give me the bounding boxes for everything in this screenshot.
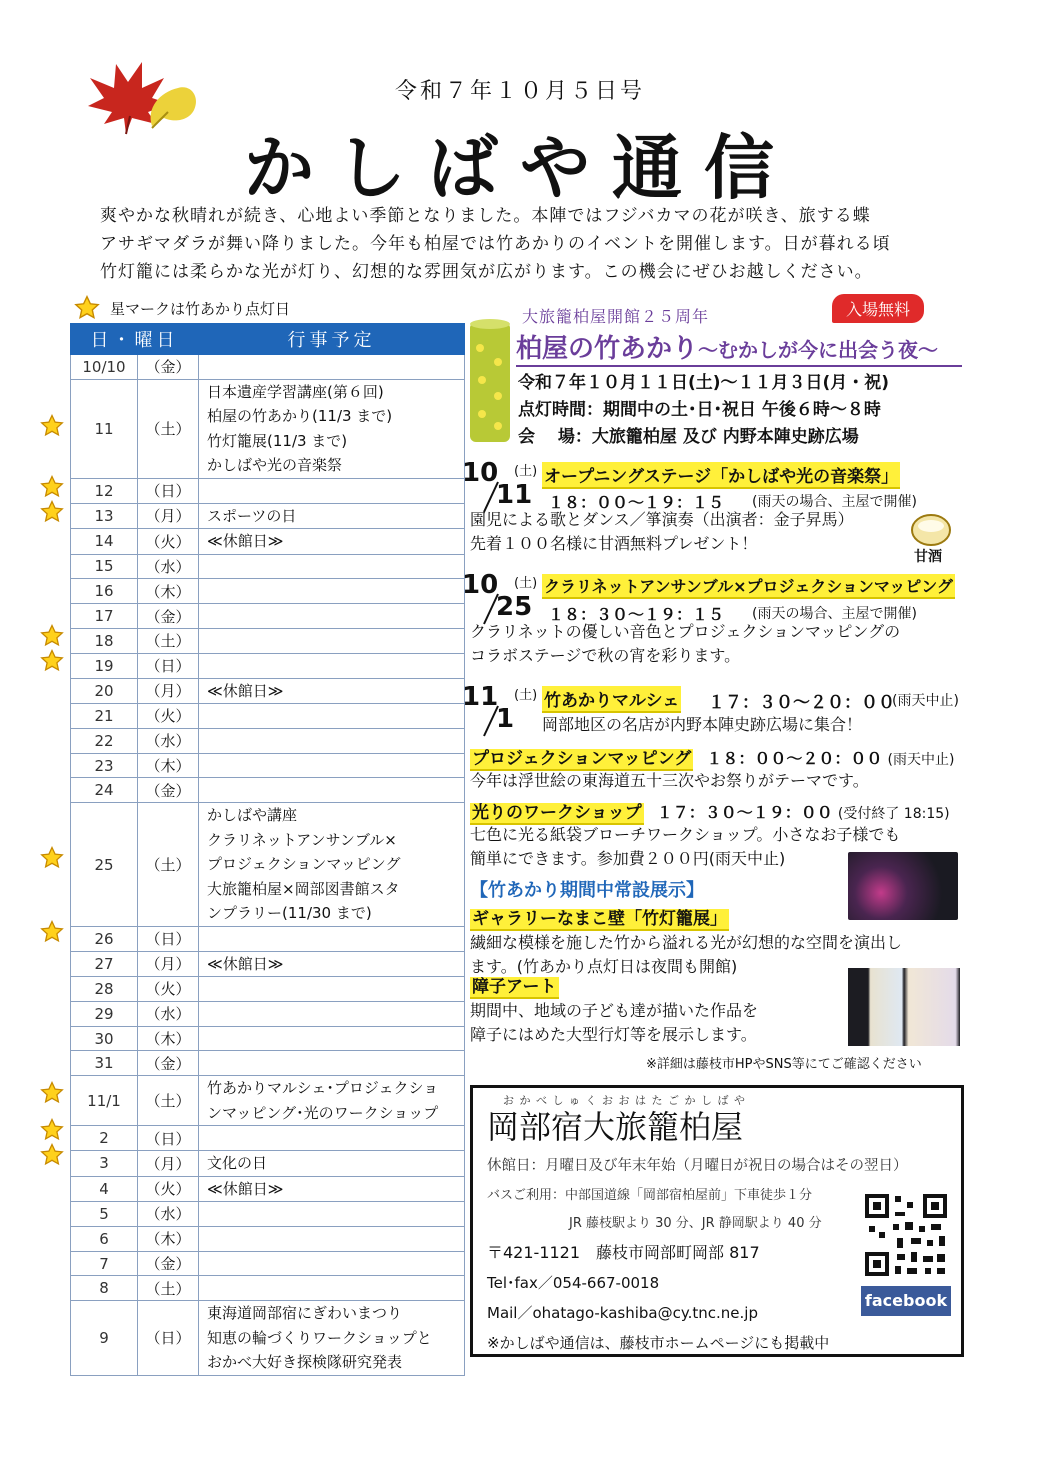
schedule-row <box>71 554 465 579</box>
program-note: (雨天中止) <box>892 693 959 709</box>
schedule-row <box>71 1202 465 1227</box>
program-title: 竹あかりマルシェ <box>542 686 681 713</box>
schedule-row <box>71 678 465 704</box>
exhibit-desc: ます。(竹あかり点灯日は夜間も開館) <box>470 957 738 976</box>
program-title: オープニングステージ「かしばや光の音楽祭」 <box>542 462 900 489</box>
schedule-row <box>71 1251 465 1276</box>
schedule-row <box>71 379 465 478</box>
schedule-date: 22 <box>71 728 138 753</box>
lit-day-star-icon <box>40 1143 64 1167</box>
intro-paragraph <box>100 202 960 286</box>
schedule-event <box>199 753 465 778</box>
schedule-event <box>199 628 465 653</box>
schedule-event: ≪休館日≫ <box>199 529 465 555</box>
schedule-row <box>71 653 465 678</box>
legend-text: 星マークは竹あかり点灯日 <box>110 299 291 318</box>
schedule-dow: （月） <box>138 678 199 704</box>
schedule-row <box>71 753 465 778</box>
schedule-event <box>199 604 465 629</box>
schedule-date: 15 <box>71 554 138 579</box>
schedule-date: 23 <box>71 753 138 778</box>
schedule-dow: （水） <box>138 1001 199 1026</box>
lit-day-star-icon <box>40 846 64 870</box>
schedule-row <box>71 977 465 1002</box>
event-details <box>518 370 889 451</box>
lit-day-star-icon <box>40 414 64 438</box>
schedule-dow: （日） <box>138 1126 199 1151</box>
schedule-event: 竹あかりマルシェ･プロジェクショ ンマッピング･光のワークショップ <box>199 1076 465 1126</box>
schedule-row <box>71 1126 465 1151</box>
schedule-dow: （水） <box>138 554 199 579</box>
schedule-row <box>71 951 465 977</box>
facility-address: 〒421-1121 藤枝市岡部町岡部 817 <box>487 1243 760 1262</box>
schedule-event <box>199 1126 465 1151</box>
sub-event-desc: 今年は浮世絵の東海道五十三次やお祭りがテーマです。 <box>470 771 869 790</box>
schedule-date: 26 <box>71 926 138 951</box>
schedule-date: 10/10 <box>71 355 138 380</box>
schedule-table <box>70 323 465 1376</box>
schedule-row <box>71 1176 465 1202</box>
schedule-row <box>71 728 465 753</box>
program-dow: (土) <box>514 576 538 591</box>
schedule-date: 8 <box>71 1276 138 1301</box>
schedule-date: 21 <box>71 704 138 729</box>
program-desc: 先着１００名様に甘酒無料プレゼント！ <box>470 534 758 553</box>
schedule-event <box>199 926 465 951</box>
schedule-date: 5 <box>71 1202 138 1227</box>
schedule-dow: （日） <box>138 653 199 678</box>
program-desc: コラボステージで秋の宵を彩ります。 <box>470 646 741 665</box>
schedule-date: 11/1 <box>71 1076 138 1126</box>
sub-event-note: (受付終了 18:15) <box>837 806 950 822</box>
schedule-dow: （火） <box>138 977 199 1002</box>
event-title-sub: 〜むかしが今に出会う夜〜 <box>698 338 939 362</box>
schedule-dow: （月） <box>138 951 199 977</box>
lit-day-star-icon <box>40 475 64 499</box>
program-date-bottom: 1 <box>496 704 515 734</box>
event-period: 令和７年１０月１１日(土)～１１月３日(月・祝) <box>518 373 890 393</box>
exhibit-title: 障子アート <box>472 977 557 997</box>
amazake-label: 甘酒 <box>914 549 942 565</box>
schedule-dow: （金） <box>138 1251 199 1276</box>
exhibit-desc: 障子にはめた大型行灯等を展示します。 <box>470 1025 757 1044</box>
schedule-date: 2 <box>71 1126 138 1151</box>
schedule-event: ≪休館日≫ <box>199 678 465 704</box>
schedule-dow: （金） <box>138 778 199 803</box>
schedule-row <box>71 803 465 927</box>
schedule-date: 12 <box>71 478 138 503</box>
schedule-row <box>71 1151 465 1177</box>
schedule-dow: （金） <box>138 604 199 629</box>
schedule-date: 28 <box>71 977 138 1002</box>
program-date-top: 11 <box>462 682 499 712</box>
header-event: 行事予定 <box>199 324 465 355</box>
lit-day-star-icon <box>40 1081 64 1105</box>
schedule-event: ≪休館日≫ <box>199 1176 465 1202</box>
schedule-event <box>199 653 465 678</box>
schedule-event: ≪休館日≫ <box>199 951 465 977</box>
schedule-row <box>71 478 465 503</box>
program-desc: 岡部地区の名店が内野本陣史跡広場に集合！ <box>542 715 863 734</box>
schedule-dow: （土） <box>138 379 199 478</box>
facility-mail[interactable]: Mail／ohatago-kashiba@cy.tnc.ne.jp <box>487 1304 758 1322</box>
schedule-row <box>71 704 465 729</box>
schedule-event <box>199 1251 465 1276</box>
facility-train: JR 藤枝駅より 30 分、JR 静岡駅より 40 分 <box>569 1216 822 1231</box>
schedule-date: 31 <box>71 1051 138 1076</box>
header-date: 日・曜日 <box>71 324 199 355</box>
exhibit-title: ギャラリーなまこ壁「竹灯籠展」 <box>472 909 727 929</box>
schedule-row <box>71 778 465 803</box>
schedule-dow: （木） <box>138 753 199 778</box>
schedule-dow: （土） <box>138 1076 199 1126</box>
schedule-date: 27 <box>71 951 138 977</box>
program-date-top: 10 <box>462 458 499 488</box>
facebook-button[interactable]: facebook <box>861 1286 951 1316</box>
event-hours: 点灯時間：期間中の土･日･祝日 午後６時～８時 <box>518 400 881 420</box>
schedule-dow: （土） <box>138 1276 199 1301</box>
program-block <box>462 570 972 668</box>
schedule-date: 18 <box>71 628 138 653</box>
schedule-row <box>71 1001 465 1026</box>
exhibit-desc: 期間中、地域の子ども達が描いた作品を <box>470 1001 759 1020</box>
program-block <box>462 682 972 732</box>
issue-date: 令和７年１０月５日号 <box>394 79 645 104</box>
schedule-dow: （水） <box>138 1202 199 1227</box>
schedule-date: 17 <box>71 604 138 629</box>
schedule-event: 日本遺産学習講座(第６回) 柏屋の竹あかり(11/3 まで) 竹灯籠展(11/3 まで) かしばや光の音楽祭 <box>199 379 465 478</box>
schedule-dow: （日） <box>138 926 199 951</box>
program-time: １８：００〜１９：１５ <box>548 493 725 512</box>
schedule-event: 東海道岡部宿にぎわいまつり 知恵の輪づくりワークショップと おかべ大好き探検隊研究発表 <box>199 1301 465 1376</box>
schedule-date: 11 <box>71 379 138 478</box>
schedule-dow: （月） <box>138 503 199 529</box>
footnote: ※詳細は藤枝市HPやSNS等にてご確認ください <box>646 1057 922 1072</box>
schedule-event <box>199 704 465 729</box>
schedule-dow: （水） <box>138 728 199 753</box>
bamboo-lantern-icon <box>468 318 512 444</box>
schedule-row <box>71 1301 465 1376</box>
schedule-event <box>199 1051 465 1076</box>
qr-code-icon[interactable] <box>863 1192 949 1278</box>
schedule-date: 29 <box>71 1001 138 1026</box>
sub-event-note: (雨天中止) <box>887 752 955 768</box>
program-note: (雨天の場合、主屋で開催) <box>752 606 917 622</box>
sub-event-title: プロジェクションマッピング <box>472 749 692 769</box>
program-time: １８：３０〜１９：１５ <box>548 605 725 624</box>
intro-line: 爽やかな秋晴れが続き、心地よい季節となりました。本陣ではフジバカマの花が咲き、旅する蝶 <box>100 206 871 226</box>
event-venue: 会 場：大旅籠柏屋 及び 内野本陣史跡広場 <box>518 427 859 447</box>
schedule-event: スポーツの日 <box>199 503 465 529</box>
schedule-date: 6 <box>71 1226 138 1251</box>
schedule-event <box>199 778 465 803</box>
program-desc: クラリネットの優しい音色とプロジェクションマッピングの <box>470 622 901 641</box>
facility-ruby: おかべしゅくおおはたごかしばや <box>503 1094 751 1107</box>
schedule-row <box>71 503 465 529</box>
schedule-event: かしばや講座 クラリネットアンサンブル× プロジェクションマッピング 大旅籠柏屋×岡部図書館スタ ンプラリー(11/30 まで) <box>199 803 465 927</box>
lit-day-star-icon <box>40 1118 64 1142</box>
program-time: １７：３０〜２０：００ <box>708 693 895 713</box>
schedule-event: 文化の日 <box>199 1151 465 1177</box>
schedule-dow: （木） <box>138 579 199 604</box>
program-block <box>462 458 972 556</box>
schedule-dow: （土） <box>138 628 199 653</box>
schedule-row <box>71 1026 465 1051</box>
schedule-event <box>199 1276 465 1301</box>
anniversary-label: 大旅籠柏屋開館２５周年 <box>522 307 710 326</box>
schedule-row <box>71 628 465 653</box>
facility-closed: 休館日：月曜日及び年末年始（月曜日が祝日の場合はその翌日） <box>487 1158 908 1174</box>
lit-day-star-icon <box>40 624 64 648</box>
schedule-dow: （火） <box>138 1176 199 1202</box>
program-dow: (土) <box>514 688 538 703</box>
exhibit-item <box>470 972 850 1047</box>
program-date-bottom: 25 <box>496 592 533 622</box>
intro-line: アサギマダラが舞い降りました。今年も柏屋では竹あかりのイベントを開催します。日が暮れる頃 <box>100 234 891 254</box>
schedule-dow: （火） <box>138 704 199 729</box>
schedule-date: 16 <box>71 579 138 604</box>
schedule-event <box>199 1026 465 1051</box>
schedule-date: 7 <box>71 1251 138 1276</box>
program-desc: 園児による歌とダンス／箏演奏（出演者：金子昇馬） <box>470 510 854 529</box>
program-date-bottom: 11 <box>496 480 533 510</box>
schedule-event <box>199 977 465 1002</box>
facility-name: 岡部宿大旅籠柏屋 <box>487 1108 744 1146</box>
schedule-event <box>199 554 465 579</box>
schedule-event <box>199 1001 465 1026</box>
sub-event-desc: 簡単にできます。参加費２００円(雨天中止) <box>470 849 786 868</box>
schedule-dow: （火） <box>138 529 199 555</box>
free-admission-badge: 入場無料 <box>832 294 924 323</box>
schedule-dow: （金） <box>138 355 199 380</box>
exhibit-heading: 【竹あかり期間中常設展示】 <box>470 880 704 901</box>
schedule-date: 9 <box>71 1301 138 1376</box>
schedule-row <box>71 355 465 380</box>
sub-event-time: １７：３０〜１９：００ <box>656 803 833 822</box>
schedule-date: 30 <box>71 1026 138 1051</box>
facility-note: ※かしばや通信は、藤枝市ホームページにも掲載中 <box>487 1334 830 1352</box>
star-icon <box>74 295 100 321</box>
schedule-event <box>199 1226 465 1251</box>
schedule-date: 19 <box>71 653 138 678</box>
event-title-main: 柏屋の竹あかり <box>516 334 699 364</box>
schedule-row <box>71 1226 465 1251</box>
schedule-dow: （金） <box>138 1051 199 1076</box>
sub-event-title: 光りのワークショップ <box>472 803 642 823</box>
schedule-date: 20 <box>71 678 138 704</box>
intro-line: 竹灯籠には柔らかな光が灯り、幻想的な雰囲気が広がります。この機会にぜひお越しください。 <box>100 262 873 282</box>
sub-event-time: １８：００〜２０：００ <box>706 749 883 768</box>
program-date-top: 10 <box>462 570 499 600</box>
exhibit-desc: 繊細な模様を施した竹から溢れる光が幻想的な空間を演出し <box>470 933 903 952</box>
sub-event-desc: 七色に光る紙袋ブローチワークショップ。小さなお子様でも <box>470 825 901 844</box>
schedule-row <box>71 604 465 629</box>
schedule-date: 13 <box>71 503 138 529</box>
star-legend <box>74 295 290 321</box>
event-title <box>516 328 962 367</box>
schedule-event <box>199 355 465 380</box>
program-title: クラリネットアンサンブル×プロジェクションマッピング <box>542 574 955 599</box>
schedule-dow: （月） <box>138 1151 199 1177</box>
schedule-event <box>199 728 465 753</box>
schedule-row <box>71 529 465 555</box>
facility-bus: バスご利用：中部国道線「岡部宿柏屋前」下車徒歩１分 <box>487 1188 813 1203</box>
schedule-date: 24 <box>71 778 138 803</box>
schedule-dow: （木） <box>138 1226 199 1251</box>
schedule-date: 14 <box>71 529 138 555</box>
schedule-header-row <box>71 324 465 355</box>
schedule-date: 3 <box>71 1151 138 1177</box>
facility-tel: Tel･fax／054-667-0018 <box>487 1274 660 1292</box>
schedule-event <box>199 579 465 604</box>
program-dow: (土) <box>514 464 538 479</box>
schedule-event <box>199 478 465 503</box>
schedule-row <box>71 1076 465 1126</box>
lit-day-star-icon <box>40 649 64 673</box>
schedule-row <box>71 1051 465 1076</box>
newsletter-title: かしばや通信 <box>244 127 796 209</box>
schedule-row <box>71 579 465 604</box>
schedule-event <box>199 1202 465 1227</box>
schedule-dow: （土） <box>138 803 199 927</box>
lit-day-star-icon <box>40 920 64 944</box>
schedule-date: 4 <box>71 1176 138 1202</box>
schedule-dow: （日） <box>138 478 199 503</box>
sub-event <box>470 744 970 793</box>
lit-day-star-icon <box>40 500 64 524</box>
schedule-row <box>71 1276 465 1301</box>
schedule-dow: （木） <box>138 1026 199 1051</box>
schedule-date: 25 <box>71 803 138 927</box>
shoji-art-photo <box>848 968 960 1046</box>
schedule-dow: （日） <box>138 1301 199 1376</box>
facility-info-box <box>470 1085 964 1357</box>
program-note: (雨天の場合、主屋で開催) <box>752 494 917 510</box>
schedule-row <box>71 926 465 951</box>
